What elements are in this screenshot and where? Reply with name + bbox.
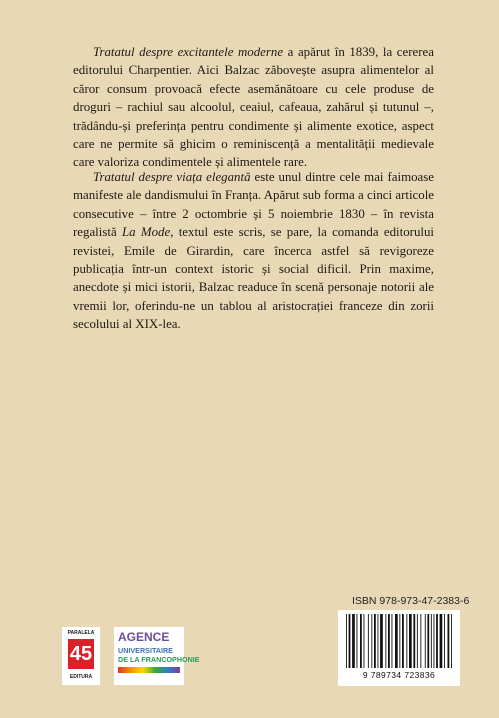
publisher-name-bottom: EDITURA: [69, 674, 93, 680]
partner-logo-line-1: AGENCE: [118, 630, 170, 644]
publisher-logo: [62, 627, 100, 685]
treatise-title-elegant-life: Tratatul despre viața elegantă: [93, 170, 251, 184]
barcode-digits: 9 789734 723836: [362, 670, 436, 680]
publisher-name-top: PARALELA: [67, 630, 95, 636]
description-paragraph-2: [73, 168, 434, 334]
partner-logo: [114, 627, 200, 685]
partner-logo-line-2: UNIVERSITAIRE: [118, 646, 173, 655]
paragraph-2-text-b: , textul este scris, se pare, la comanda editorului revistei, Emile de Girardin, care încerca astfel să revigoreze publicația într-un context istoric și social dificil. Prin maxime, anecdote și mici istorii, Balzac readuce în scenă personaje notorii ale vremii lor, oferindu-ne un tablou al aristocrației franceze din zorii secolului al XIX-lea.: [73, 225, 434, 332]
description-paragraph-1: [73, 43, 434, 172]
partner-logo-color-stripe: [118, 667, 180, 673]
isbn-barcode: [338, 610, 460, 686]
paragraph-1-text: a apărut în 1839, la cererea editorului Charpentier. Aici Balzac zăbovește asupra alimentelor al căror consum provoacă efecte asemănătoare cu cele produse de droguri – rachiul sau alcoolul, ceaiul, cafeaua, zahărul și tutunul –, trădându-și preferința pentru condimente și alimente exotice, aspect care ne permite să ghicim o reminiscență a mentalității medievale care valoriza condimentele și alimentele rare.: [73, 45, 434, 170]
publisher-number: 45: [68, 639, 94, 669]
partner-logo-line-3: DE LA FRANCOPHONIE: [118, 655, 200, 664]
treatise-title-stimulants: Tratatul despre excitantele moderne: [93, 45, 284, 59]
paragraph-2-text-a: este unul dintre cele mai faimoase manifeste ale dandismului în Franța. Apărut sub forma a cinci articole consecutive – între 2 octombrie și 5 noiembrie 1830 – în revista regalistă: [73, 170, 434, 240]
magazine-name: La Mode: [121, 225, 171, 240]
barcode-bars: [344, 614, 454, 670]
isbn-label: ISBN 978-973-47-2383-6: [352, 595, 470, 607]
